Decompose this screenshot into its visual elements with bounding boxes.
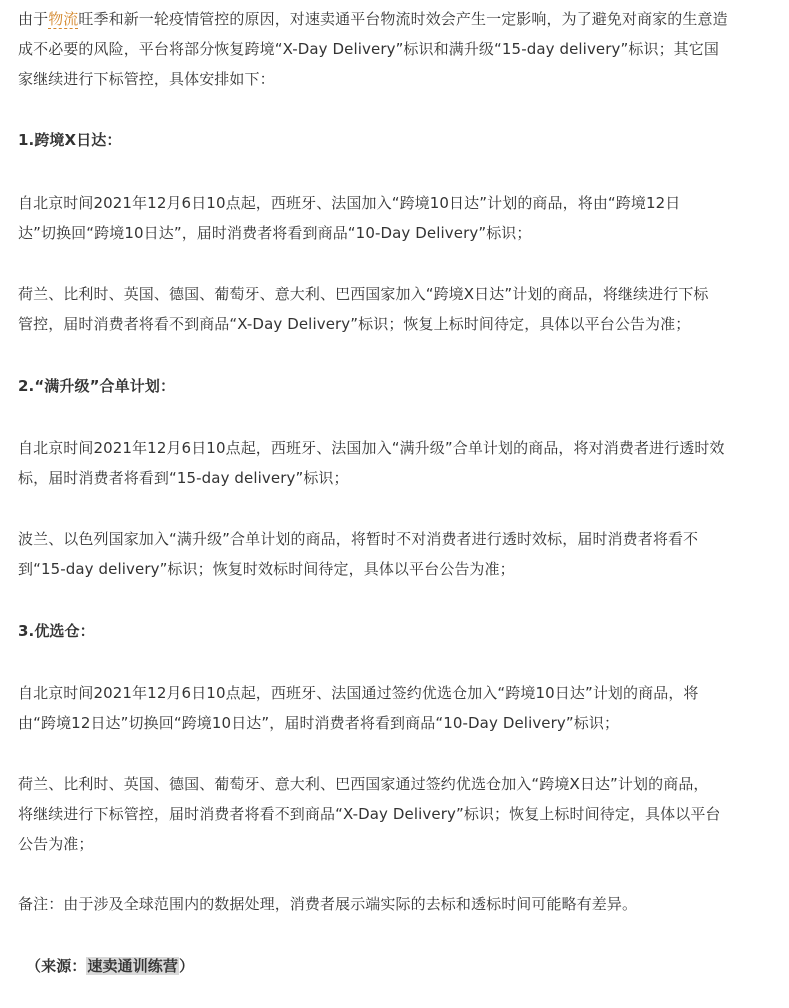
intro-paragraph (18, 4, 780, 94)
section-3-p2-line-2: 将继续进行下标管控，届时消费者将看不到商品“X-Day Delivery”标识；恢复上标时间待定，具体以平台 (18, 805, 721, 823)
section-1-paragraph-1 (18, 188, 780, 248)
section-3-p2-line-3: 公告为准； (18, 835, 94, 853)
section-2-paragraph-1 (18, 433, 780, 493)
section-2-paragraph-2 (18, 524, 780, 584)
section-1-paragraph-2 (18, 279, 780, 339)
intro-text-start: 由于 (18, 10, 49, 28)
section-1-p1-line-2: 达”切换回“跨境10日达”，届时消费者将看到商品“10-Day Delivery”标识； (18, 224, 532, 242)
section-3-p2-line-1: 荷兰、比利时、英国、德国、葡萄牙、意大利、巴西国家通过签约优选仓加入“跨境X日达”计划的商品， (18, 775, 709, 793)
source-credit (26, 951, 788, 981)
section-2-p2-line-1: 波兰、以色列国家加入“满升级”合单计划的商品，将暂时不对消费者进行透时效标，届时消费者将看不 (18, 530, 699, 548)
section-1-heading: 1.跨境X日达： (18, 131, 122, 149)
section-2-p1-line-1: 自北京时间2021年12月6日10点起，西班牙、法国加入“满升级”合单计划的商品，将对消费者进行透时效 (18, 439, 725, 457)
section-2-p2-line-2: 到“15-day delivery”标识；恢复时效标时间待定，具体以平台公告为准； (18, 560, 515, 578)
section-2-heading: 2.“满升级”合单计划： (18, 377, 176, 395)
section-3-heading: 3.优选仓： (18, 622, 95, 640)
source-prefix: （来源： (26, 957, 87, 975)
section-1-p2-line-2: 管控，届时消费者将看不到商品“X-Day Delivery”标识；恢复上标时间待定，具体以平台公告为准； (18, 315, 691, 333)
section-3-paragraph-1 (18, 678, 780, 738)
intro-line-1 (18, 4, 780, 34)
source-name-link[interactable]: 速卖通训练营 (87, 957, 179, 975)
section-1-p1-line-1: 自北京时间2021年12月6日10点起，西班牙、法国加入“跨境10日达”计划的商品，将由“跨境12日 (18, 194, 681, 212)
section-3-paragraph-2 (18, 769, 780, 859)
source-suffix: ） (179, 957, 195, 975)
intro-line-2: 成不必要的风险，平台将部分恢复跨境“X-Day Delivery”标识和满升级“15-day delivery”标识；其它国 (18, 40, 719, 58)
note-paragraph: 备注：由于涉及全球范围内的数据处理，消费者展示端实际的去标和透标时间可能略有差异。 (18, 895, 638, 913)
intro-line-3: 家继续进行下标管控，具体安排如下： (18, 70, 275, 88)
intro-text-rest: 旺季和新一轮疫情管控的原因，对速卖通平台物流时效会产生一定影响，为了避免对商家的生意造 (78, 10, 728, 28)
section-2-p1-line-2: 标，届时消费者将看到“15-day delivery”标识； (18, 469, 349, 487)
logistics-keyword-link[interactable]: 物流 (48, 10, 79, 28)
section-1-p2-line-1: 荷兰、比利时、英国、德国、葡萄牙、意大利、巴西国家加入“跨境X日达”计划的商品，将继续进行下标 (18, 285, 709, 303)
section-3-p1-line-2: 由“跨境12日达”切换回“跨境10日达”，届时消费者将看到商品“10-Day Delivery”标识； (18, 714, 620, 732)
section-3-p1-line-1: 自北京时间2021年12月6日10点起，西班牙、法国通过签约优选仓加入“跨境10日达”计划的商品，将 (18, 684, 699, 702)
